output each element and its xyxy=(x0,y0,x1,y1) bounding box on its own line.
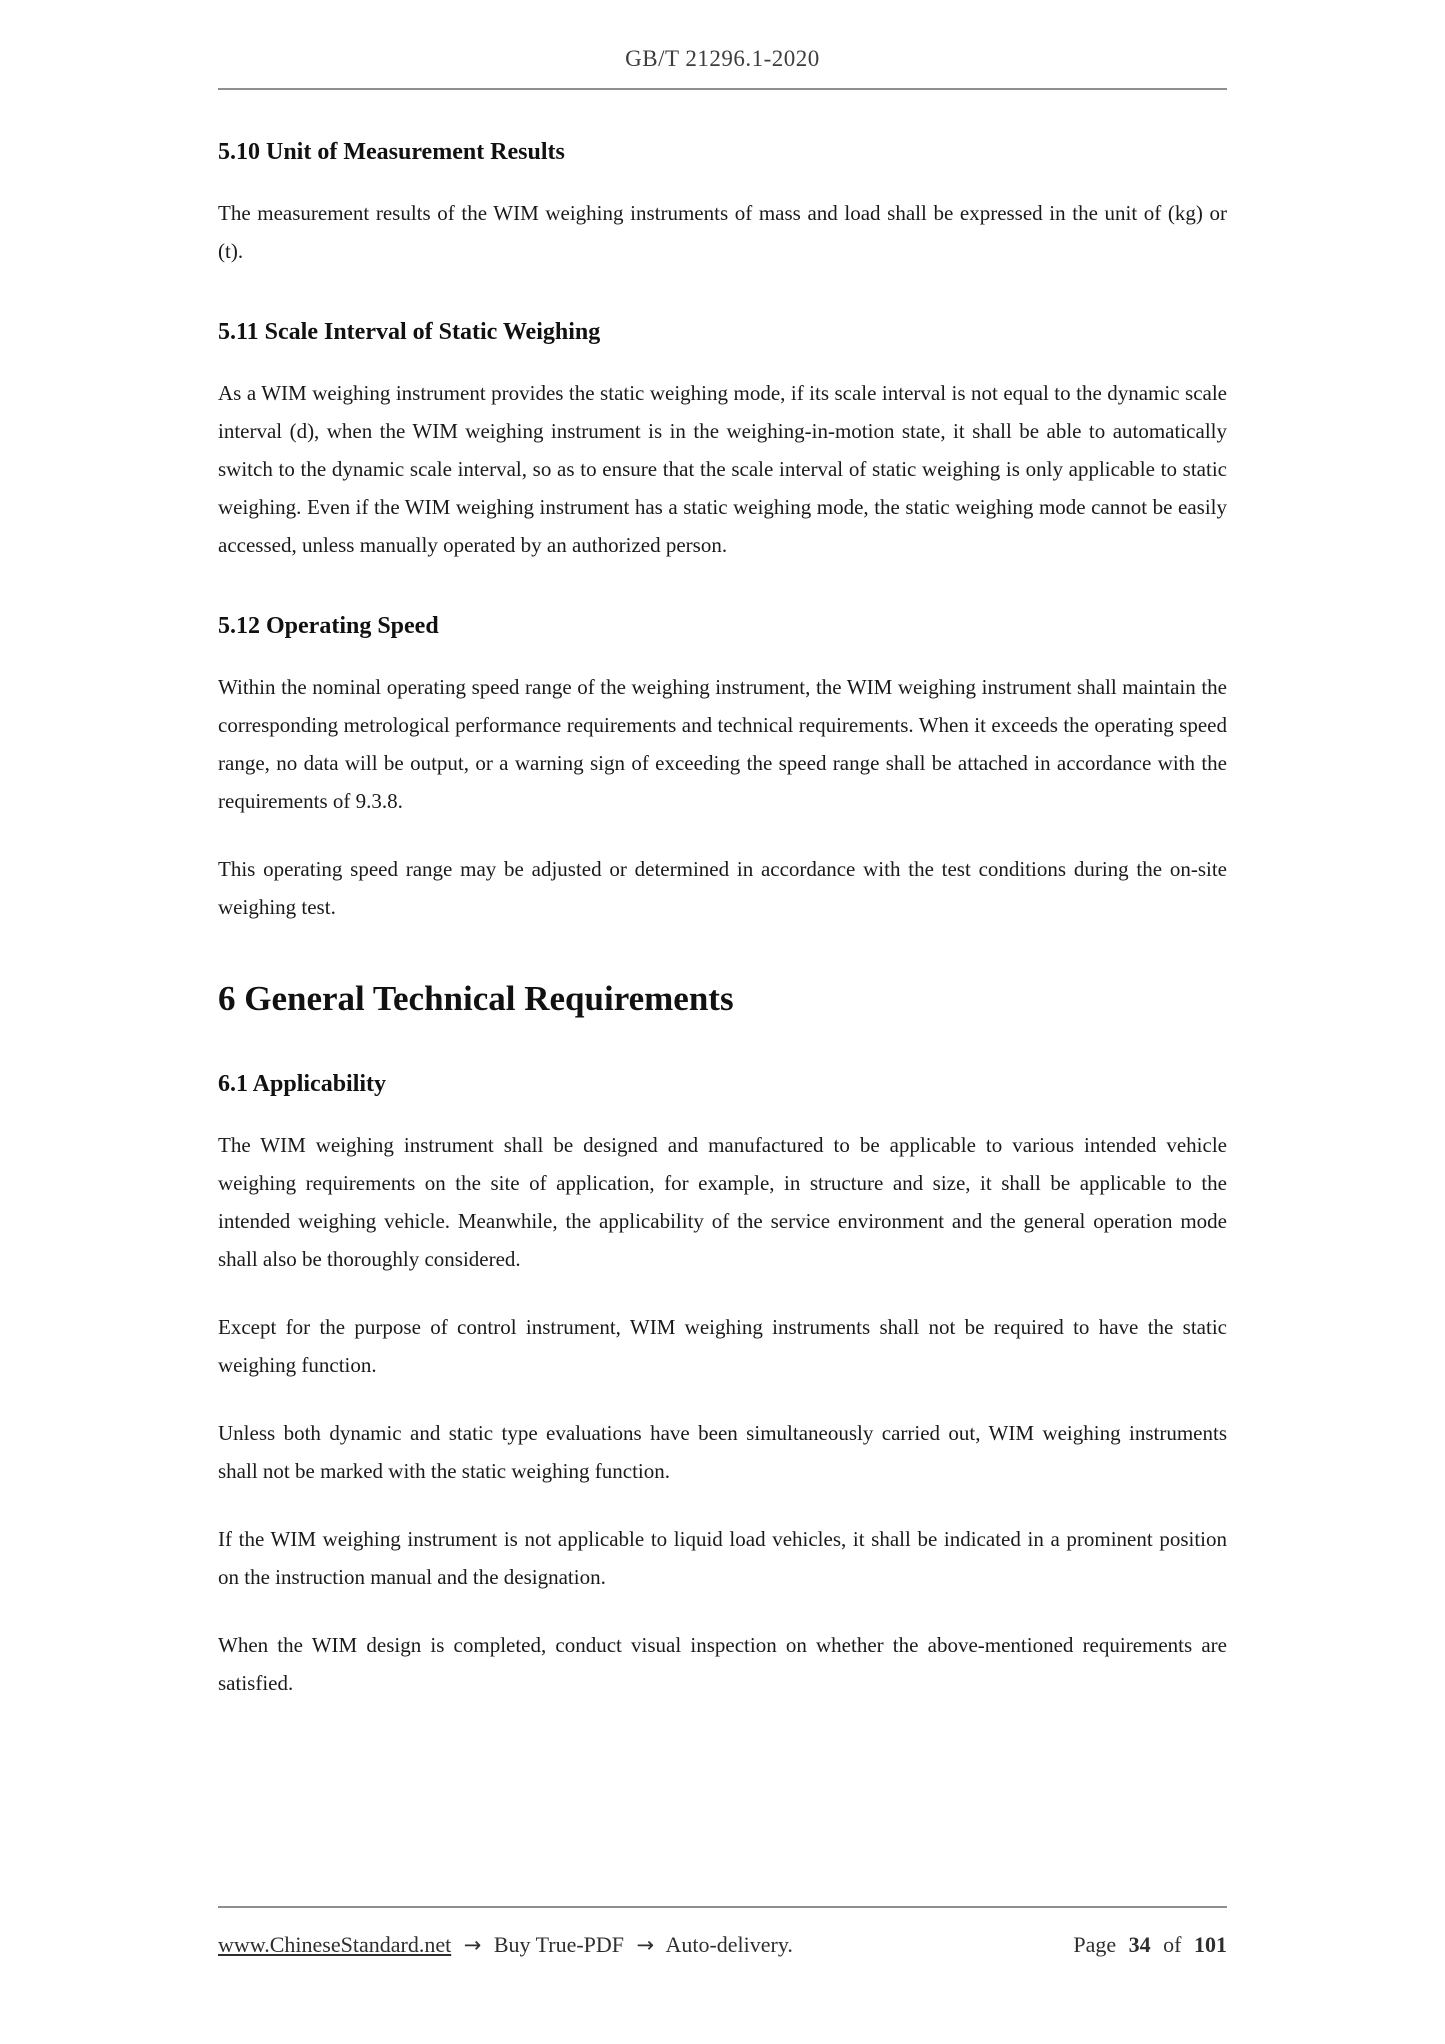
paragraph: As a WIM weighing instrument provides the static weighing mode, if its scale interval is not equal to the dynamic scale interval (d), when the WIM weighing instrument is in the weighing-in-motion state, it shall be able to automatically switch to the dynamic scale interval, so as to ensure that the scale interval of static weighing is only applicable to static weighing. Even if the WIM weighing instrument has a static weighing mode, the static weighing mode cannot be easily accessed, unless manually operated by an authorized person. xyxy=(218,381,1227,557)
section-heading-5-12: 5.12 Operating Speed xyxy=(218,613,439,639)
footer-row xyxy=(218,1932,1227,1958)
section-heading-6-1: 6.1 Applicability xyxy=(218,1071,387,1097)
section-heading-5-10: 5.10 Unit of Measurement Results xyxy=(218,139,565,165)
paragraph: Within the nominal operating speed range of the weighing instrument, the WIM weighing instrument shall maintain the corresponding metrological performance requirements and technical requirements. When it exceeds the operating speed range, no data will be output, or a warning sign of exceeding the speed range shall be attached in accordance with the requirements of 9.3.8. xyxy=(218,675,1227,813)
paragraph: If the WIM weighing instrument is not applicable to liquid load vehicles, it shall be indicated in a prominent position on the instruction manual and the designation. xyxy=(218,1527,1227,1589)
page-footer xyxy=(218,1906,1227,1958)
footer-action-buy: Buy True-PDF xyxy=(493,1932,625,1957)
paragraph: This operating speed range may be adjusted or determined in accordance with the test conditions during the on-site weighing test. xyxy=(218,857,1227,919)
header-rule xyxy=(218,88,1227,90)
doc-number: GB/T 21296.1-2020 xyxy=(625,46,820,71)
page-content xyxy=(218,0,1227,1732)
paragraph: Except for the purpose of control instrument, WIM weighing instruments shall not be required to have the static weighing function. xyxy=(218,1315,1227,1377)
footer-rule xyxy=(218,1906,1227,1908)
doc-header xyxy=(218,0,1227,72)
paragraph: The measurement results of the WIM weighing instruments of mass and load shall be expressed in the unit of (kg) or (t). xyxy=(218,201,1227,263)
paragraph: Unless both dynamic and static type evaluations have been simultaneously carried out, WIM weighing instruments shall not be marked with the static weighing function. xyxy=(218,1421,1227,1483)
footer-action-delivery: Auto-delivery. xyxy=(665,1932,793,1957)
page-total: 101 xyxy=(1194,1932,1227,1957)
of-label: of xyxy=(1163,1932,1182,1957)
paragraph: The WIM weighing instrument shall be designed and manufactured to be applicable to various intended vehicle weighing requirements on the site of application, for example, in structure and size, it shall be applicable to the intended weighing vehicle. Meanwhile, the applicability of the service environment and the general operation mode shall also be thoroughly considered. xyxy=(218,1133,1227,1271)
paragraph: When the WIM design is completed, conduct visual inspection on whether the above-mentioned requirements are satisfied. xyxy=(218,1633,1227,1695)
footer-tagline xyxy=(218,1932,800,1958)
website-link[interactable]: www.ChineseStandard.net xyxy=(218,1932,452,1957)
right-arrow-icon: → xyxy=(463,1933,482,1957)
page-indicator xyxy=(1073,1932,1227,1958)
page-label: Page xyxy=(1073,1932,1117,1957)
right-arrow-icon: → xyxy=(636,1933,655,1957)
chapter-heading-6: 6 General Technical Requirements xyxy=(218,979,734,1018)
page-number: 34 xyxy=(1128,1932,1151,1957)
section-heading-5-11: 5.11 Scale Interval of Static Weighing xyxy=(218,319,601,345)
